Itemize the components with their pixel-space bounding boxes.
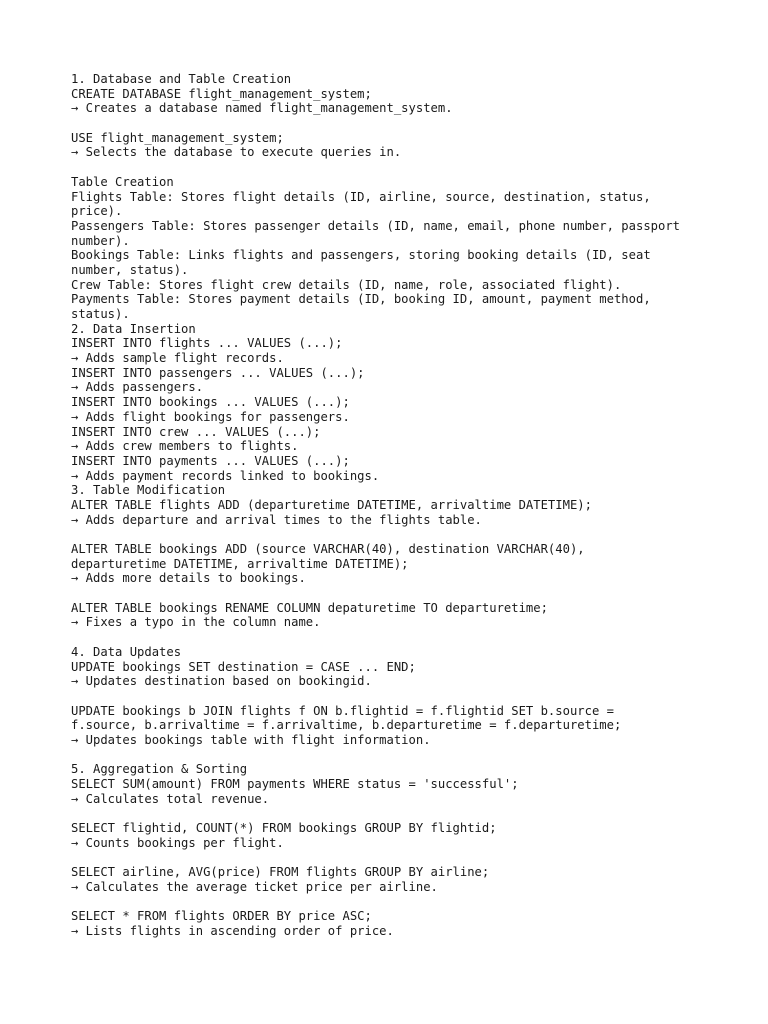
- blank-line: [71, 850, 731, 865]
- text-line: → Adds flight bookings for passengers.: [71, 409, 350, 424]
- text-line: INSERT INTO flights ... VALUES (...);: [71, 336, 343, 351]
- text-line: Table Creation: [71, 174, 174, 189]
- text-line: price).: [71, 204, 123, 219]
- text-line: 2. Data Insertion: [71, 321, 196, 336]
- text-line: 3. Table Modification: [71, 483, 226, 498]
- text-line: SELECT * FROM flights ORDER BY price ASC;: [71, 909, 372, 924]
- text-line: → Adds payment records linked to bookings.: [71, 468, 380, 483]
- text-line: 5. Aggregation & Sorting: [71, 762, 248, 777]
- text-line: → Selects the database to execute queries in.: [71, 145, 402, 160]
- text-line: SELECT airline, AVG(price) FROM flights GROUP BY airline;: [71, 865, 490, 880]
- text-line: → Adds sample flight records.: [71, 351, 284, 366]
- text-line: number, status).: [71, 262, 189, 277]
- document-body: [71, 72, 731, 939]
- text-line: UPDATE bookings SET destination = CASE ... END;: [71, 659, 416, 674]
- blank-line: [71, 527, 731, 542]
- blank-line: [71, 160, 731, 175]
- blank-line: [71, 748, 731, 763]
- text-line: Flights Table: Stores flight details (ID, airline, source, destination, status,: [71, 189, 651, 204]
- text-line: → Updates destination based on bookingid.: [71, 674, 372, 689]
- text-line: ALTER TABLE flights ADD (departuretime DATETIME, arrivaltime DATETIME);: [71, 497, 592, 512]
- text-line: f.source, b.arrivaltime = f.arrivaltime, b.departuretime = f.departuretime;: [71, 718, 622, 733]
- text-line: number).: [71, 233, 130, 248]
- blank-line: [71, 586, 731, 601]
- text-line: → Updates bookings table with flight information.: [71, 732, 431, 747]
- text-line: → Adds passengers.: [71, 380, 204, 395]
- text-line: → Adds departure and arrival times to the flights table.: [71, 512, 482, 527]
- text-line: CREATE DATABASE flight_management_system;: [71, 86, 372, 101]
- text-line: status).: [71, 307, 130, 321]
- blank-line: [71, 895, 731, 910]
- blank-line: [71, 116, 731, 131]
- text-line: Passengers Table: Stores passenger details (ID, name, email, phone number, passport: [71, 218, 681, 233]
- text-line: 4. Data Updates: [71, 644, 182, 659]
- blank-line: [71, 689, 731, 704]
- text-line: → Calculates the average ticket price per airline.: [71, 879, 438, 894]
- blank-line: [71, 806, 731, 821]
- text-line: ALTER TABLE bookings RENAME COLUMN depaturetime TO departuretime;: [71, 600, 548, 615]
- text-line: → Adds more details to bookings.: [71, 571, 306, 586]
- text-line: → Creates a database named flight_management_system.: [71, 101, 453, 116]
- text-line: Payments Table: Stores payment details (ID, booking ID, amount, payment method,: [71, 292, 651, 307]
- text-line: → Lists flights in ascending order of price.: [71, 923, 394, 938]
- text-line: → Calculates total revenue.: [71, 791, 270, 806]
- text-line: Crew Table: Stores flight crew details (ID, name, role, associated flight).: [71, 277, 622, 292]
- text-line: USE flight_management_system;: [71, 130, 284, 145]
- text-line: INSERT INTO bookings ... VALUES (...);: [71, 395, 350, 410]
- text-line: INSERT INTO crew ... VALUES (...);: [71, 424, 321, 439]
- text-line: → Fixes a typo in the column name.: [71, 615, 321, 630]
- text-line: departuretime DATETIME, arrivaltime DATETIME);: [71, 556, 409, 571]
- text-line: 1. Database and Table Creation: [71, 72, 292, 86]
- text-line: SELECT SUM(amount) FROM payments WHERE status = 'successful';: [71, 777, 519, 791]
- text-line: Bookings Table: Links flights and passengers, storing booking details (ID, seat: [71, 248, 651, 263]
- text-line: ALTER TABLE bookings ADD (source VARCHAR(40), destination VARCHAR(40),: [71, 542, 585, 556]
- text-line: → Adds crew members to flights.: [71, 439, 299, 454]
- text-line: INSERT INTO passengers ... VALUES (...);: [71, 365, 365, 380]
- text-line: UPDATE bookings b JOIN flights f ON b.flightid = f.flightid SET b.source =: [71, 703, 614, 718]
- blank-line: [71, 630, 731, 645]
- text-line: → Counts bookings per flight.: [71, 835, 284, 850]
- text-line: INSERT INTO payments ... VALUES (...);: [71, 453, 350, 468]
- text-line: SELECT flightid, COUNT(*) FROM bookings GROUP BY flightid;: [71, 821, 497, 836]
